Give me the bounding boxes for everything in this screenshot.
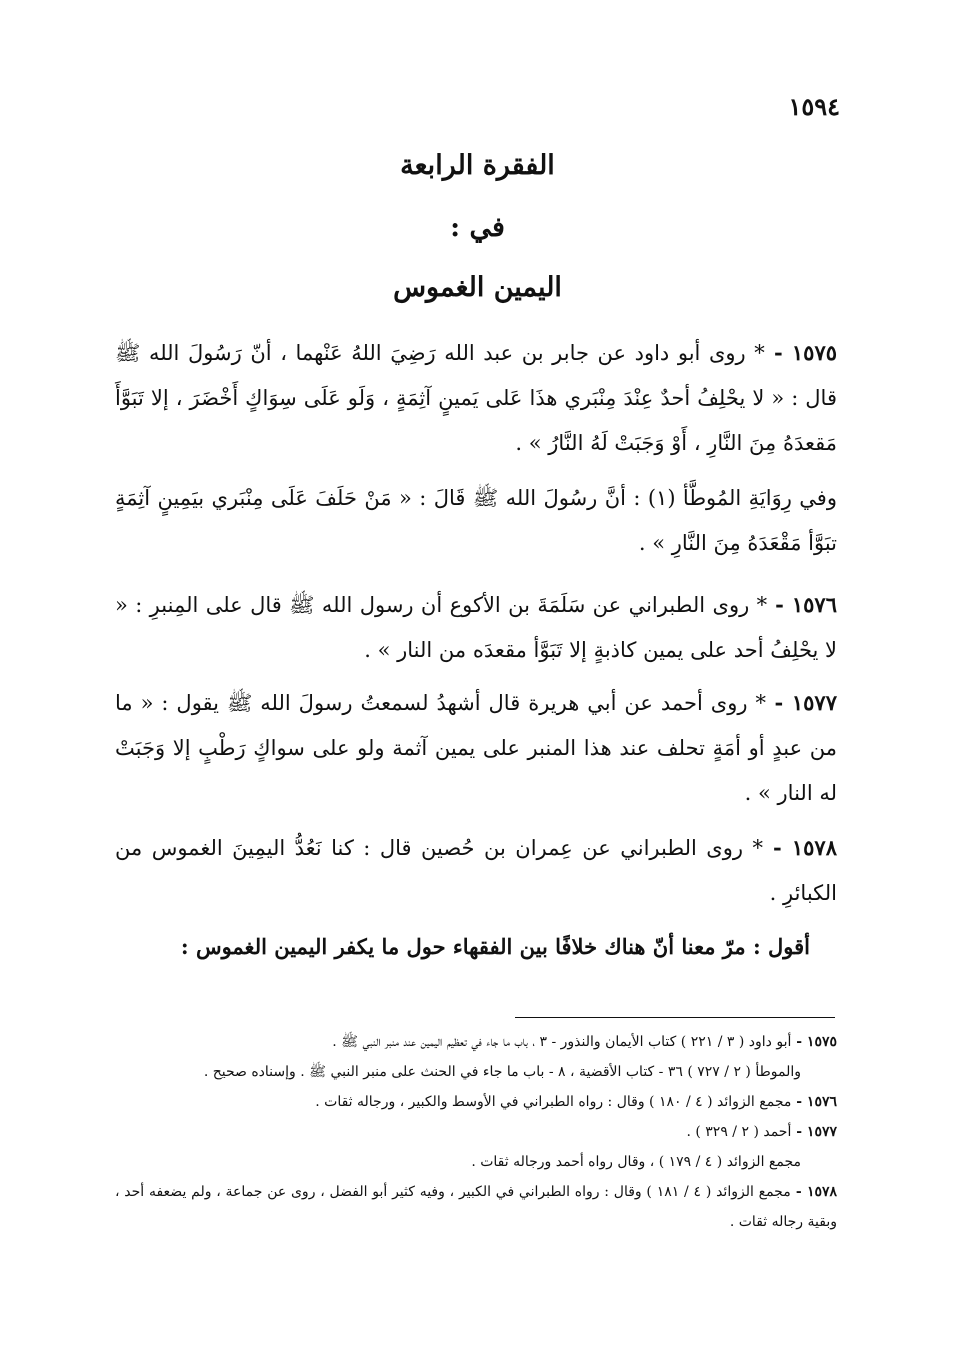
hadith-text: * روى أبو داود عن جابر بن عبد الله رَضِيَ اللهُ عَنْهما ، أنّ رَسُولَ الله ﷺ قال : « لا يحْلِفُ أحدٌ عِنْدَ مِنْبَري هذَا عَلى يَمينٍ آثِمَةٍ ، وَلَو عَلَى سِوَاكٍ أَخْضَرَ ، إلا تَبَوَّأَ مَقعدَهُ مِنَ النَّارِ ، أَوْ وَجَبَتْ لَهُ النَّارُ » . xyxy=(115,341,837,455)
commentary-lead: أقول : xyxy=(745,934,810,959)
section-subject-heading: اليمين الغموس xyxy=(393,272,562,303)
footnote-text: مجمع الزوائد ( ٤ / ١٨١ ) وقال : رواه الطبراني في الكبير ، وفيه كثير أبو الفضل ، روى عن جماعة ، ولم يضعفه أحد ، وبقية رجاله ثقات . xyxy=(115,1184,837,1230)
commentary-text: مرّ معنا أنّ هناك خلافًا بين الفقهاء حول ما يكفر اليمين الغموس : xyxy=(180,934,746,959)
footnote-text: مجمع الزوائد ( ٤ / ١٧٩ ) ، وقال رواه أحمد ورجاله ثقات . xyxy=(471,1154,801,1170)
footnote xyxy=(115,1117,837,1147)
footnotes xyxy=(115,1027,837,1237)
hadith-paragraph xyxy=(115,680,837,816)
footnote-number: ١٥٧٦ - xyxy=(791,1094,837,1110)
footnote-number: ١٥٧٨ - xyxy=(790,1184,838,1200)
hadith-paragraph xyxy=(115,476,837,566)
hadith-number: ١٥٧٨ - xyxy=(762,835,837,860)
footnote-continuation xyxy=(115,1147,837,1177)
footnote xyxy=(115,1177,837,1237)
footnote xyxy=(115,1087,837,1117)
footnote-text: مجمع الزوائد ( ٤ / ١٨٠ ) وقال : رواه الطبراني في الأوسط والكبير ، ورجاله ثقات . xyxy=(315,1094,792,1110)
footnote-text: أحمد ( ٢ / ٣٢٩ ) . xyxy=(686,1124,792,1140)
hadith-paragraph xyxy=(115,825,837,916)
hadith-text: وفي رِوَايَةِ المُوطَّأ (١) : أنَّ رسُولَ الله ﷺ قَالَ : « مَنْ حَلَفَ عَلَى مِنْبَري بيَمِينٍ آثِمَةٍ تبَوَّأ مَقْعَدَهُ مِنَ النَّارِ » . xyxy=(115,486,837,555)
footnote-text: والموطأ ( ٢ / ٧٢٧ ) ٣٦ - كتاب الأقضية ، ٨ - باب ما جاء في الحنث على منبر النبي ﷺ . وإسناده صحيح . xyxy=(203,1064,801,1080)
footnote-number: ١٥٧٥ - xyxy=(791,1034,837,1050)
hadith-text: * روى الطبراني عن سَلَمَةَ بن الأكوع أن رسول الله ﷺ قال على المِنبرِ : « لا يحْلِفُ أحد على يمين كاذبةٍ إلا تَبَوَّأ مقعدَه من النار » . xyxy=(115,593,837,662)
footnote-continuation xyxy=(115,1057,837,1087)
footnote xyxy=(115,1027,837,1057)
section-heading: الفقرة الرابعة xyxy=(400,150,555,181)
hadith-paragraph xyxy=(115,582,837,673)
hadith-number: ١٥٧٦ - xyxy=(767,592,837,617)
footnote-number: ١٥٧٧ - xyxy=(791,1124,837,1140)
footnote-divider xyxy=(515,1017,835,1018)
hadith-paragraph xyxy=(115,330,837,466)
commentary-paragraph xyxy=(115,924,810,970)
footnote-text: أبو داود ( ٣ / ٢٢١ ) كتاب الأيمان والنذور - ٣ ، باب ما جاء في تعظيم اليمين عند منبر النبي ﷺ . xyxy=(332,1034,792,1050)
hadith-text: * روى الطبراني عن عِمران بن حُصين قال : كنا نَعُدُّ اليمِينَ الغموس من الكبائرِ . xyxy=(115,836,837,905)
hadith-number: ١٥٧٥ - xyxy=(764,340,838,365)
hadith-text: * روى أحمد عن أبي هريرة قال أشهدُ لسمعتُ رسولَ الله ﷺ يقول : « ما من عبدٍ أو أمَةٍ تحلف عند هذا المنبر على يمين آثمة ولو على سواكٍ رَطْبٍ إلا وَجَبَتْ له النار » . xyxy=(115,691,837,805)
hadith-number: ١٥٧٧ - xyxy=(765,690,837,715)
section-heading-connector: في : xyxy=(450,212,505,243)
page-number: ١٥٩٤ xyxy=(788,92,840,121)
